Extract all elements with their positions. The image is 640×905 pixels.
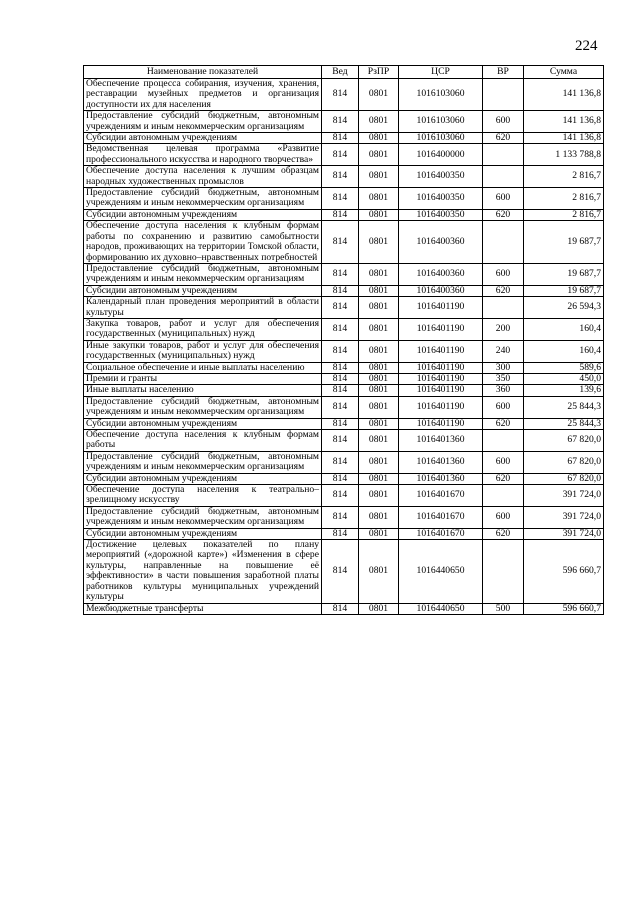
cell-sum: 19 687,7	[524, 263, 604, 285]
cell-name: Иные выплаты населению	[84, 385, 322, 396]
cell-sum: 2 816,7	[524, 166, 604, 188]
cell-name: Субсидии автономным учреждениям	[84, 473, 322, 484]
header-rzpr: РзПР	[359, 66, 399, 79]
cell-vr	[483, 430, 524, 452]
cell-rzpr: 0801	[359, 188, 399, 210]
cell-name: Предоставление субсидий бюджетным, автономным учреждениям и иным некоммерческим организациям	[84, 263, 322, 285]
cell-rzpr: 0801	[359, 603, 399, 614]
cell-sum: 25 844,3	[524, 396, 604, 418]
cell-ved: 814	[322, 318, 359, 340]
cell-csr: 1016400350	[399, 209, 483, 220]
cell-csr: 1016401360	[399, 430, 483, 452]
cell-ved: 814	[322, 528, 359, 539]
cell-ved: 814	[322, 430, 359, 452]
cell-sum: 589,6	[524, 362, 604, 373]
cell-ved: 814	[322, 506, 359, 528]
cell-name: Обеспечение процесса собирания, изучения, хранения, реставрации музейных предметов и организация доступности их для населения	[84, 79, 322, 111]
cell-sum: 25 844,3	[524, 418, 604, 429]
table-row	[84, 485, 604, 507]
header-csr: ЦСР	[399, 66, 483, 79]
cell-rzpr: 0801	[359, 144, 399, 166]
cell-name: Достижение целевых показателей по плану мероприятий («дорожной карте») «Изменения в сфере культуры, направленные на повышение её эффективности» в части повышения заработной платы работников культуры муниципальных учреждений культуры	[84, 540, 322, 603]
cell-ved: 814	[322, 133, 359, 144]
cell-csr: 1016103060	[399, 79, 483, 111]
cell-rzpr: 0801	[359, 318, 399, 340]
cell-csr: 1016401190	[399, 340, 483, 362]
cell-rzpr: 0801	[359, 385, 399, 396]
cell-name: Межбюджетные трансферты	[84, 603, 322, 614]
cell-vr: 620	[483, 209, 524, 220]
table-body	[84, 79, 604, 615]
cell-ved: 814	[322, 209, 359, 220]
cell-csr: 1016400000	[399, 144, 483, 166]
cell-ved: 814	[322, 603, 359, 614]
table-row	[84, 340, 604, 362]
cell-rzpr: 0801	[359, 79, 399, 111]
cell-ved: 814	[322, 385, 359, 396]
cell-ved: 814	[322, 485, 359, 507]
cell-rzpr: 0801	[359, 285, 399, 296]
cell-vr: 350	[483, 373, 524, 384]
cell-ved: 814	[322, 451, 359, 473]
cell-name: Закупка товаров, работ и услуг для обеспечения государственных (муниципальных) нужд	[84, 318, 322, 340]
cell-ved: 814	[322, 144, 359, 166]
cell-sum: 596 660,7	[524, 540, 604, 603]
cell-ved: 814	[322, 340, 359, 362]
cell-sum: 141 136,8	[524, 133, 604, 144]
cell-sum: 67 820,0	[524, 430, 604, 452]
cell-csr: 1016400350	[399, 166, 483, 188]
cell-sum: 26 594,3	[524, 297, 604, 319]
table-row	[84, 221, 604, 264]
cell-name: Субсидии автономным учреждениям	[84, 209, 322, 220]
table-header-row	[84, 66, 604, 79]
table-row	[84, 111, 604, 133]
cell-csr: 1016440650	[399, 540, 483, 603]
cell-vr	[483, 540, 524, 603]
cell-vr: 600	[483, 111, 524, 133]
cell-rzpr: 0801	[359, 166, 399, 188]
cell-name: Предоставление субсидий бюджетным, автономным учреждениям и иным некоммерческим организациям	[84, 451, 322, 473]
cell-csr: 1016103060	[399, 133, 483, 144]
cell-vr	[483, 221, 524, 264]
cell-rzpr: 0801	[359, 506, 399, 528]
table-row	[84, 540, 604, 603]
cell-rzpr: 0801	[359, 528, 399, 539]
cell-ved: 814	[322, 263, 359, 285]
cell-name: Иные закупки товаров, работ и услуг для обеспечения государственных (муниципальных) нужд	[84, 340, 322, 362]
table-row	[84, 385, 604, 396]
cell-rzpr: 0801	[359, 396, 399, 418]
cell-sum: 67 820,0	[524, 451, 604, 473]
cell-vr	[483, 297, 524, 319]
cell-vr: 620	[483, 473, 524, 484]
table-row	[84, 209, 604, 220]
cell-vr: 600	[483, 188, 524, 210]
cell-name: Социальное обеспечение и иные выплаты населению	[84, 362, 322, 373]
cell-vr: 600	[483, 263, 524, 285]
cell-name: Премии и гранты	[84, 373, 322, 384]
table-row	[84, 166, 604, 188]
header-ved: Вед	[322, 66, 359, 79]
cell-name: Обеспечение доступа населения к лучшим образцам народных художественных промыслов	[84, 166, 322, 188]
cell-csr: 1016400360	[399, 221, 483, 264]
cell-rzpr: 0801	[359, 430, 399, 452]
table-row	[84, 362, 604, 373]
cell-csr: 1016401190	[399, 297, 483, 319]
table-row	[84, 285, 604, 296]
cell-sum: 19 687,7	[524, 221, 604, 264]
cell-csr: 1016400360	[399, 263, 483, 285]
table-row	[84, 144, 604, 166]
cell-sum: 19 687,7	[524, 285, 604, 296]
cell-vr: 620	[483, 285, 524, 296]
cell-csr: 1016401670	[399, 506, 483, 528]
cell-csr: 1016401360	[399, 473, 483, 484]
cell-vr: 500	[483, 603, 524, 614]
cell-vr: 200	[483, 318, 524, 340]
cell-name: Субсидии автономным учреждениям	[84, 418, 322, 429]
cell-csr: 1016440650	[399, 603, 483, 614]
cell-rzpr: 0801	[359, 221, 399, 264]
cell-ved: 814	[322, 188, 359, 210]
cell-sum: 1 133 788,8	[524, 144, 604, 166]
cell-vr	[483, 79, 524, 111]
table-row	[84, 318, 604, 340]
table-row	[84, 473, 604, 484]
table-row	[84, 188, 604, 210]
cell-sum: 139,6	[524, 385, 604, 396]
cell-sum: 2 816,7	[524, 209, 604, 220]
cell-vr	[483, 144, 524, 166]
cell-vr: 600	[483, 451, 524, 473]
cell-rzpr: 0801	[359, 418, 399, 429]
cell-csr: 1016401670	[399, 528, 483, 539]
cell-sum: 391 724,0	[524, 506, 604, 528]
header-vr: ВР	[483, 66, 524, 79]
cell-csr: 1016103060	[399, 111, 483, 133]
cell-sum: 450,0	[524, 373, 604, 384]
cell-name: Ведомственная целевая программа «Развитие профессионального искусства и народного творчества»	[84, 144, 322, 166]
cell-rzpr: 0801	[359, 340, 399, 362]
cell-sum: 141 136,8	[524, 111, 604, 133]
cell-name: Обеспечение доступа населения к театрально–зрелищному искусству	[84, 485, 322, 507]
table-row	[84, 396, 604, 418]
cell-ved: 814	[322, 221, 359, 264]
cell-vr: 600	[483, 396, 524, 418]
table-row	[84, 603, 604, 614]
cell-csr: 1016401190	[399, 362, 483, 373]
cell-ved: 814	[322, 285, 359, 296]
cell-name: Предоставление субсидий бюджетным, автономным учреждениям и иным некоммерческим организациям	[84, 396, 322, 418]
cell-name: Предоставление субсидий бюджетным, автономным учреждениям и иным некоммерческим организациям	[84, 506, 322, 528]
cell-vr: 360	[483, 385, 524, 396]
cell-sum: 141 136,8	[524, 79, 604, 111]
header-sum: Сумма	[524, 66, 604, 79]
cell-ved: 814	[322, 111, 359, 133]
cell-csr: 1016401190	[399, 418, 483, 429]
cell-vr	[483, 485, 524, 507]
cell-csr: 1016401670	[399, 485, 483, 507]
cell-ved: 814	[322, 362, 359, 373]
table-row	[84, 79, 604, 111]
table-row	[84, 430, 604, 452]
table-row	[84, 373, 604, 384]
cell-vr: 240	[483, 340, 524, 362]
table-row	[84, 297, 604, 319]
cell-name: Обеспечение доступа населения к клубным формам работы	[84, 430, 322, 452]
cell-rzpr: 0801	[359, 297, 399, 319]
cell-name: Предоставление субсидий бюджетным, автономным учреждениям и иным некоммерческим организациям	[84, 111, 322, 133]
cell-vr: 300	[483, 362, 524, 373]
cell-vr	[483, 166, 524, 188]
cell-rzpr: 0801	[359, 209, 399, 220]
cell-name: Обеспечение доступа населения к клубным формам работы по сохранению и развитию самобытности народов, проживающих на территории Томской области, формированию их духовно–нравственных потребностей	[84, 221, 322, 264]
cell-vr: 600	[483, 506, 524, 528]
cell-rzpr: 0801	[359, 373, 399, 384]
cell-csr: 1016401190	[399, 318, 483, 340]
cell-ved: 814	[322, 166, 359, 188]
table-row	[84, 263, 604, 285]
cell-sum: 391 724,0	[524, 528, 604, 539]
page-number: 224	[575, 38, 598, 54]
cell-sum: 160,4	[524, 340, 604, 362]
header-name: Наименование показателей	[84, 66, 322, 79]
cell-rzpr: 0801	[359, 451, 399, 473]
cell-vr: 620	[483, 418, 524, 429]
cell-ved: 814	[322, 418, 359, 429]
cell-sum: 160,4	[524, 318, 604, 340]
cell-csr: 1016401190	[399, 373, 483, 384]
cell-sum: 391 724,0	[524, 485, 604, 507]
cell-sum: 596 660,7	[524, 603, 604, 614]
cell-name: Субсидии автономным учреждениям	[84, 528, 322, 539]
cell-rzpr: 0801	[359, 362, 399, 373]
cell-ved: 814	[322, 473, 359, 484]
table-row	[84, 451, 604, 473]
cell-name: Субсидии автономным учреждениям	[84, 133, 322, 144]
cell-csr: 1016400350	[399, 188, 483, 210]
table-row	[84, 133, 604, 144]
cell-rzpr: 0801	[359, 111, 399, 133]
table-row	[84, 506, 604, 528]
cell-rzpr: 0801	[359, 540, 399, 603]
table-row	[84, 528, 604, 539]
cell-vr: 620	[483, 133, 524, 144]
cell-vr: 620	[483, 528, 524, 539]
cell-name: Субсидии автономным учреждениям	[84, 285, 322, 296]
cell-ved: 814	[322, 373, 359, 384]
cell-name: Предоставление субсидий бюджетным, автономным учреждениям и иным некоммерческим организациям	[84, 188, 322, 210]
cell-ved: 814	[322, 297, 359, 319]
cell-sum: 2 816,7	[524, 188, 604, 210]
cell-rzpr: 0801	[359, 263, 399, 285]
cell-name: Календарный план проведения мероприятий в области культуры	[84, 297, 322, 319]
cell-ved: 814	[322, 396, 359, 418]
cell-sum: 67 820,0	[524, 473, 604, 484]
cell-csr: 1016401360	[399, 451, 483, 473]
cell-csr: 1016400360	[399, 285, 483, 296]
cell-ved: 814	[322, 79, 359, 111]
budget-table	[83, 65, 604, 615]
cell-csr: 1016401190	[399, 396, 483, 418]
cell-csr: 1016401190	[399, 385, 483, 396]
cell-rzpr: 0801	[359, 473, 399, 484]
table-row	[84, 418, 604, 429]
cell-ved: 814	[322, 540, 359, 603]
cell-rzpr: 0801	[359, 485, 399, 507]
cell-rzpr: 0801	[359, 133, 399, 144]
